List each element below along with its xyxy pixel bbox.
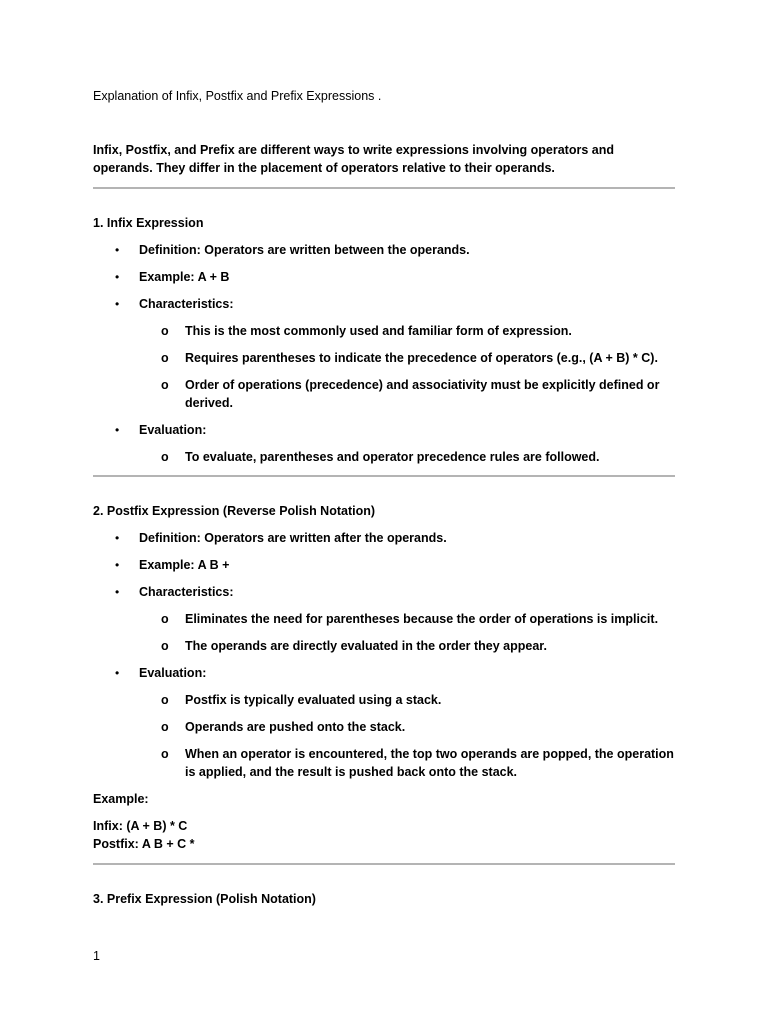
bullet-icon: •	[115, 423, 120, 437]
postfix-example: Example: A B +	[139, 558, 230, 572]
postfix-example-infix: Infix: (A + B) * C	[93, 819, 188, 833]
postfix-characteristic: Eliminates the need for parentheses because the order of operations is implicit.	[185, 612, 659, 626]
infix-evaluation-label: Evaluation:	[139, 423, 207, 437]
intro-paragraph: Infix, Postfix, and Prefix are different ways to write expressions involving operators and operands. They differ in the placement of operators relative to their operands.	[93, 143, 614, 175]
postfix-evaluation-step: When an operator is encountered, the top two operands are popped, the operation is applied, and the result is pushed back onto the stack.	[185, 747, 674, 779]
document-body	[93, 87, 675, 917]
bullet-icon: •	[115, 585, 120, 599]
postfix-example-postfix: Postfix: A B + C *	[93, 837, 195, 851]
infix-characteristic: Order of operations (precedence) and associativity must be explicitly defined or derived.	[185, 378, 660, 410]
circle-bullet-icon: o	[161, 450, 169, 464]
list-item	[139, 637, 675, 655]
circle-bullet-icon: o	[161, 351, 169, 365]
infix-characteristic: Requires parentheses to indicate the precedence of operators (e.g., (A + B) * C).	[185, 351, 658, 365]
postfix-example-block	[93, 817, 675, 853]
infix-characteristic: This is the most commonly used and familiar form of expression.	[185, 324, 572, 338]
bullet-icon: •	[115, 243, 120, 257]
infix-characteristics-list	[139, 322, 675, 412]
infix-list	[93, 241, 675, 466]
list-item	[93, 529, 675, 547]
infix-definition: Definition: Operators are written between the operands.	[139, 243, 470, 257]
list-item	[139, 718, 675, 736]
list-item	[93, 664, 675, 781]
infix-evaluation-step: To evaluate, parentheses and operator precedence rules are followed.	[185, 450, 600, 464]
postfix-characteristics-list	[139, 610, 675, 655]
list-item	[93, 268, 675, 286]
section-divider	[93, 475, 675, 477]
postfix-evaluation-step: Postfix is typically evaluated using a stack.	[185, 693, 442, 707]
circle-bullet-icon: o	[161, 324, 169, 338]
circle-bullet-icon: o	[161, 378, 169, 392]
postfix-evaluation-step: Operands are pushed onto the stack.	[185, 720, 406, 734]
section-divider	[93, 187, 675, 189]
section-heading-prefix: 3. Prefix Expression (Polish Notation)	[93, 892, 316, 906]
circle-bullet-icon: o	[161, 639, 169, 653]
bullet-icon: •	[115, 558, 120, 572]
bullet-icon: •	[115, 531, 120, 545]
list-item	[139, 448, 675, 466]
list-item	[139, 691, 675, 709]
postfix-characteristics-label: Characteristics:	[139, 585, 234, 599]
list-item	[139, 376, 675, 412]
postfix-example-label: Example:	[93, 792, 149, 806]
list-item	[139, 610, 675, 628]
circle-bullet-icon: o	[161, 747, 169, 761]
infix-characteristics-label: Characteristics:	[139, 297, 234, 311]
page-number: 1	[93, 949, 100, 963]
list-item	[93, 295, 675, 412]
bullet-icon: •	[115, 666, 120, 680]
list-item	[93, 583, 675, 655]
section-heading-infix: 1. Infix Expression	[93, 216, 204, 230]
postfix-list	[93, 529, 675, 781]
postfix-evaluation-list	[139, 691, 675, 781]
document-title: Explanation of Infix, Postfix and Prefix Expressions .	[93, 89, 382, 103]
list-item	[93, 241, 675, 259]
postfix-evaluation-label: Evaluation:	[139, 666, 207, 680]
infix-example: Example: A + B	[139, 270, 230, 284]
section-heading-postfix: 2. Postfix Expression (Reverse Polish Notation)	[93, 504, 376, 518]
bullet-icon: •	[115, 297, 120, 311]
list-item	[139, 322, 675, 340]
postfix-characteristic: The operands are directly evaluated in the order they appear.	[185, 639, 547, 653]
list-item	[93, 421, 675, 466]
circle-bullet-icon: o	[161, 693, 169, 707]
list-item	[139, 349, 675, 367]
section-divider	[93, 863, 675, 865]
circle-bullet-icon: o	[161, 720, 169, 734]
bullet-icon: •	[115, 270, 120, 284]
list-item	[93, 556, 675, 574]
list-item	[139, 745, 675, 781]
infix-evaluation-list	[139, 448, 675, 466]
circle-bullet-icon: o	[161, 612, 169, 626]
postfix-definition: Definition: Operators are written after the operands.	[139, 531, 447, 545]
